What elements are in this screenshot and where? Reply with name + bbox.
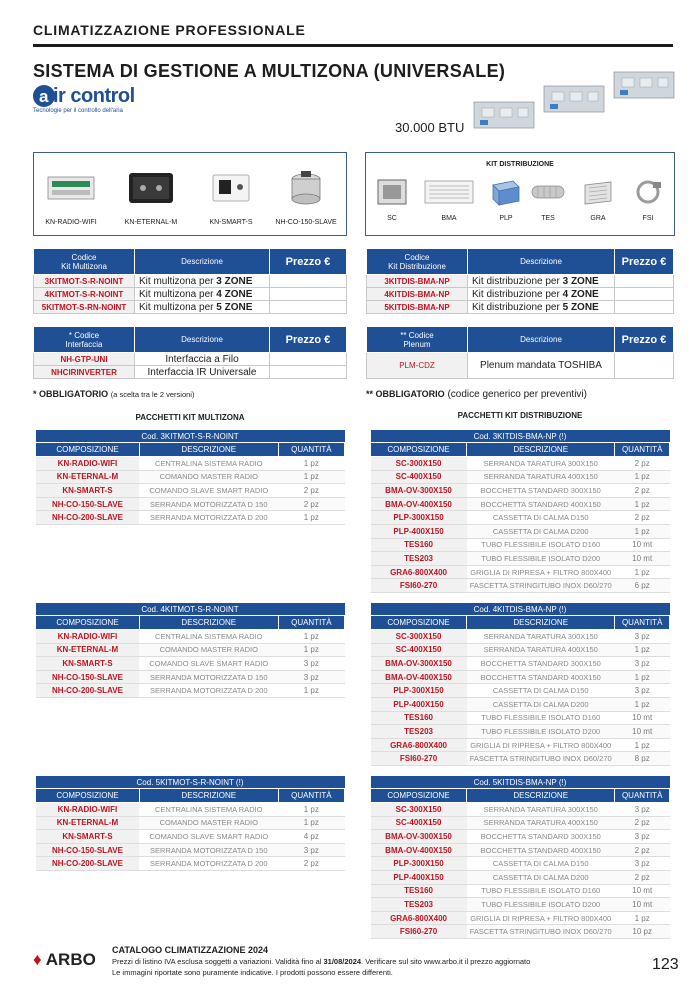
page-number: 123: [652, 956, 679, 973]
table-row: 4KITMOT-S-R-NOINT Kit multizona per 4 ZONE: [34, 288, 347, 301]
component-code: FSI60-270: [371, 579, 467, 593]
component-quantity: 10 mt: [615, 898, 670, 912]
component-code: NH-CO-200-SLAVE: [36, 511, 140, 525]
component-code: KN-RADIO-WIFI: [36, 457, 140, 471]
component-quantity: 1 pz: [278, 803, 344, 817]
component-description: FASCETTA STRINGITUBO INOX D60/270: [467, 579, 615, 593]
component-code: KN-SMART-S: [36, 657, 140, 671]
component-quantity: 1 pz: [615, 470, 670, 484]
component-description: BOCCHETTA STANDARD 400X150: [467, 843, 615, 857]
arbo-logo: ♦ ARBO: [33, 950, 96, 969]
component-description: CASSETTA DI CALMA D200: [467, 524, 615, 538]
component-description: SERRANDA TARATURA 300X150: [467, 630, 615, 644]
component-code: KN-ETERNAL-M: [36, 816, 140, 830]
product-nh-co-150-slave: [270, 171, 342, 231]
col-price: Prezzo €: [270, 249, 347, 275]
table-row: PLM-CDZ Plenum mandata TOSHIBA: [367, 353, 674, 379]
col-qty: QUANTITÀ: [615, 443, 670, 457]
table-row: [36, 830, 345, 844]
component-quantity: 10 pz: [615, 925, 670, 939]
motorized-damper-icon: [286, 171, 326, 207]
product-kn-smart-s: [196, 171, 266, 231]
component-quantity: 10 mt: [615, 884, 670, 898]
table-row: [371, 711, 670, 725]
component-description: SERRANDA TARATURA 300X150: [467, 803, 615, 817]
pack-multizona-heading: PACCHETTI KIT MULTIZONA: [135, 413, 245, 422]
table-row: 3KITDIS-BMA-NP Kit distribuzione per 3 ZONE: [367, 275, 674, 288]
table-row: [36, 803, 345, 817]
component-quantity: 1 pz: [615, 643, 670, 657]
col-desc: Descrizione: [135, 327, 270, 353]
component-code: BMA-OV-300X150: [371, 830, 467, 844]
table-row: [371, 697, 670, 711]
component-code: TES160: [371, 884, 467, 898]
component-description: GRIGLIA DI RIPRESA + FILTRO 800X400: [467, 565, 615, 579]
table-row: [36, 670, 345, 684]
component-quantity: 3 pz: [278, 657, 344, 671]
kit-item-label: TES: [541, 215, 555, 222]
component-description: SERRANDA TARATURA 400X150: [467, 816, 615, 830]
table-row: [371, 725, 670, 739]
component-description: CENTRALINA SISTEMA RADIO: [139, 803, 278, 817]
component-quantity: 1 pz: [278, 511, 344, 525]
table-row: [371, 511, 670, 525]
col-price: Prezzo €: [615, 249, 674, 275]
clamp-icon: [631, 177, 665, 207]
component-quantity: 10 mt: [615, 552, 670, 566]
component-description: BOCCHETTA STANDARD 400X150: [467, 670, 615, 684]
component-quantity: 3 pz: [278, 670, 344, 684]
component-quantity: 2 pz: [615, 511, 670, 525]
component-code: TES203: [371, 552, 467, 566]
component-code: GRA6-800X400: [371, 565, 467, 579]
component-description: TUBO FLESSIBILE ISOLATO D200: [467, 898, 615, 912]
component-quantity: 10 mt: [615, 711, 670, 725]
component-description: GRIGLIA DI RIPRESA + FILTRO 800X400: [467, 738, 615, 752]
component-quantity: 2 pz: [615, 484, 670, 498]
table-row: [36, 497, 345, 511]
table-row: [371, 643, 670, 657]
damper-icon: [375, 177, 409, 207]
component-description: BOCCHETTA STANDARD 400X150: [467, 497, 615, 511]
component-description: CENTRALINA SISTEMA RADIO: [139, 457, 278, 471]
component-code: BMA-OV-400X150: [371, 670, 467, 684]
multizona-package-table: [35, 776, 345, 871]
col-qty: QUANTITÀ: [278, 443, 344, 457]
component-quantity: 1 pz: [278, 816, 344, 830]
table-row: [36, 457, 345, 471]
table-row: [36, 857, 345, 871]
table-row: 5KITMOT-S-RN-NOINT Kit multizona per 5 ZONE: [34, 301, 347, 314]
return-grille-icon: [581, 177, 615, 207]
col-code: Codice Kit Multizona: [34, 249, 135, 275]
component-quantity: 1 pz: [278, 470, 344, 484]
component-quantity: 1 pz: [615, 497, 670, 511]
component-description: GRIGLIA DI RIPRESA + FILTRO 800X400: [467, 911, 615, 925]
table-row: [371, 565, 670, 579]
component-code: NH-CO-150-SLAVE: [36, 497, 140, 511]
logo-tagline: Tecnologie per il controllo dell'aria: [33, 108, 123, 114]
component-description: SERRANDA MOTORIZZATA D 150: [139, 497, 278, 511]
component-code: SC-400X150: [371, 816, 467, 830]
component-code: BMA-OV-400X150: [371, 497, 467, 511]
component-code: BMA-OV-400X150: [371, 843, 467, 857]
table-row: [371, 738, 670, 752]
package-caption: Cod. 4KITMOT-S-R-NOINT: [36, 603, 345, 616]
table-row: 5KITDIS-BMA-NP Kit distribuzione per 5 ZONE: [367, 301, 674, 314]
flex-duct-icon: [528, 177, 568, 207]
aircontrol-logo: [33, 85, 153, 119]
table-row: [371, 925, 670, 939]
component-code: KN-ETERNAL-M: [36, 643, 140, 657]
component-quantity: 2 pz: [278, 497, 344, 511]
component-quantity: 3 pz: [615, 857, 670, 871]
multizona-package-table: [35, 430, 345, 525]
table-row: [371, 870, 670, 884]
table-row: [371, 484, 670, 498]
component-description: TUBO FLESSIBILE ISOLATO D160: [467, 538, 615, 552]
component-quantity: 6 pz: [615, 579, 670, 593]
table-row: [371, 803, 670, 817]
package-caption: Cod. 3KITMOT-S-R-NOINT: [36, 430, 345, 443]
kit-item-gra: [576, 177, 620, 231]
component-description: SERRANDA MOTORIZZATA D 200: [139, 511, 278, 525]
kit-item-label: PLP: [499, 215, 513, 222]
interfaccia-price-table: [33, 326, 347, 379]
kit-box-title: KIT DISTRIBUZIONE: [486, 161, 554, 168]
table-row: [371, 657, 670, 671]
table-row: [36, 643, 345, 657]
table-row: [371, 830, 670, 844]
component-code: NH-CO-150-SLAVE: [36, 843, 140, 857]
component-quantity: 1 pz: [278, 457, 344, 471]
products-box: [33, 152, 347, 236]
component-quantity: 1 pz: [615, 565, 670, 579]
col-desc: DESCRIZIONE: [467, 789, 615, 803]
component-quantity: 1 pz: [615, 670, 670, 684]
wall-control-icon: [207, 171, 255, 205]
component-code: NH-CO-200-SLAVE: [36, 684, 140, 698]
component-description: TUBO FLESSIBILE ISOLATO D160: [467, 711, 615, 725]
component-description: SERRANDA MOTORIZZATA D 200: [139, 857, 278, 871]
component-description: TUBO FLESSIBILE ISOLATO D160: [467, 884, 615, 898]
touch-panel-icon: [127, 171, 175, 205]
component-code: PLP-300X150: [371, 857, 467, 871]
component-description: COMANDO MASTER RADIO: [139, 816, 278, 830]
component-code: KN-RADIO-WIFI: [36, 803, 140, 817]
component-code: FSI60-270: [371, 925, 467, 939]
product-label: NH-CO-150-SLAVE: [275, 219, 337, 226]
kit-item-bma: [418, 177, 480, 231]
component-description: CASSETTA DI CALMA D150: [467, 511, 615, 525]
col-comp: COMPOSIZIONE: [36, 443, 140, 457]
col-comp: COMPOSIZIONE: [36, 789, 140, 803]
component-quantity: 3 pz: [615, 657, 670, 671]
col-desc: DESCRIZIONE: [467, 616, 615, 630]
component-quantity: 1 pz: [278, 684, 344, 698]
col-code: ** Codice Plenum: [367, 327, 468, 353]
product-kn-eternal-m: [116, 171, 186, 231]
col-comp: COMPOSIZIONE: [371, 789, 467, 803]
table-row: [371, 579, 670, 593]
kit-item-plp: [484, 177, 528, 231]
component-code: PLP-400X150: [371, 697, 467, 711]
page-title: SISTEMA DI GESTIONE A MULTIZONA (UNIVERSALE): [33, 61, 506, 81]
component-code: KN-SMART-S: [36, 830, 140, 844]
component-code: GRA6-800X400: [371, 738, 467, 752]
component-description: COMANDO SLAVE SMART RADIO: [139, 830, 278, 844]
col-comp: COMPOSIZIONE: [36, 616, 140, 630]
component-description: CENTRALINA SISTEMA RADIO: [139, 630, 278, 644]
plenum-note: ** OBBLIGATORIO (codice generico per preventivi): [366, 389, 587, 400]
table-row: [36, 484, 345, 498]
pack-distribuzione-heading: PACCHETTI KIT DISTRIBUZIONE: [457, 411, 583, 420]
component-quantity: 10 mt: [615, 538, 670, 552]
table-row: 3KITMOT-S-R-NOINT Kit multizona per 3 ZONE: [34, 275, 347, 288]
product-label: KN-ETERNAL-M: [124, 219, 178, 226]
capacity-label: 30.000 BTU: [395, 120, 465, 135]
component-code: PLP-300X150: [371, 511, 467, 525]
distribuzione-price-table: [366, 248, 674, 314]
catalog-title: CATALOGO CLIMATIZZAZIONE 2024: [112, 945, 269, 955]
col-desc: DESCRIZIONE: [139, 789, 278, 803]
flame-icon: ♦: [33, 950, 46, 969]
component-description: COMANDO MASTER RADIO: [139, 643, 278, 657]
table-row: [371, 911, 670, 925]
col-desc: Descrizione: [468, 327, 615, 353]
table-row: [371, 538, 670, 552]
kit-item-sc: [370, 177, 414, 231]
kit-item-label: FSI: [642, 215, 654, 222]
table-row: [371, 884, 670, 898]
component-description: SERRANDA TARATURA 400X150: [467, 643, 615, 657]
component-code: SC-400X150: [371, 470, 467, 484]
interfaccia-note: * OBBLIGATORIO (a scelta tra le 2 versioni): [33, 389, 195, 399]
table-row: [371, 497, 670, 511]
component-code: PLP-400X150: [371, 524, 467, 538]
distribuzione-package-table: [370, 776, 670, 939]
logo-name: ir control: [53, 85, 135, 107]
component-description: COMANDO SLAVE SMART RADIO: [139, 484, 278, 498]
table-row: NHCIRINVERTER Interfaccia IR Universale: [34, 366, 347, 379]
distribuzione-package-table: [370, 603, 670, 766]
component-code: NH-CO-200-SLAVE: [36, 857, 140, 871]
component-quantity: 1 pz: [278, 630, 344, 644]
multizona-package-table: [35, 603, 345, 698]
component-description: FASCETTA STRINGITUBO INOX D60/270: [467, 752, 615, 766]
product-label: KN-SMART-S: [209, 219, 253, 226]
component-description: SERRANDA MOTORIZZATA D 150: [139, 843, 278, 857]
table-row: [371, 752, 670, 766]
component-code: TES160: [371, 711, 467, 725]
component-description: SERRANDA MOTORIZZATA D 200: [139, 684, 278, 698]
distribuzione-package-table: [370, 430, 670, 593]
component-quantity: 10 mt: [615, 725, 670, 739]
component-code: FSI60-270: [371, 752, 467, 766]
multizona-price-table: [33, 248, 347, 314]
header-rule: [33, 44, 673, 47]
col-qty: QUANTITÀ: [615, 616, 670, 630]
component-code: PLP-400X150: [371, 870, 467, 884]
component-code: TES203: [371, 725, 467, 739]
product-label: KN-RADIO-WIFI: [45, 219, 97, 226]
component-quantity: 1 pz: [278, 643, 344, 657]
component-description: CASSETTA DI CALMA D200: [467, 870, 615, 884]
component-code: GRA6-800X400: [371, 911, 467, 925]
kit-item-label: GRA: [590, 215, 606, 222]
component-description: BOCCHETTA STANDARD 300X150: [467, 657, 615, 671]
package-caption: Cod. 3KITDIS-BMA-NP (!): [371, 430, 670, 443]
component-quantity: 2 pz: [615, 870, 670, 884]
product-kn-radio-wifi: [38, 171, 104, 231]
component-code: TES160: [371, 538, 467, 552]
component-description: SERRANDA MOTORIZZATA D 150: [139, 670, 278, 684]
table-row: [36, 816, 345, 830]
kit-item-label: BMA: [441, 215, 457, 222]
package-caption: Cod. 5KITMOT-S-R-NOINT (!): [36, 776, 345, 789]
image-disclaimer: Le immagini riportate sono puramente indicative. I prodotti possono essere differenti.: [112, 968, 393, 977]
plenum-price-table: [366, 326, 674, 379]
component-code: SC-400X150: [371, 643, 467, 657]
table-row: 4KITDIS-BMA-NP Kit distribuzione per 4 ZONE: [367, 288, 674, 301]
col-desc: DESCRIZIONE: [139, 443, 278, 457]
table-row: [371, 670, 670, 684]
table-row: [36, 684, 345, 698]
col-qty: QUANTITÀ: [278, 789, 344, 803]
plenum-icon: [489, 177, 523, 207]
component-quantity: 1 pz: [615, 738, 670, 752]
component-description: SERRANDA TARATURA 300X150: [467, 457, 615, 471]
col-price: Prezzo €: [615, 327, 674, 353]
col-desc: DESCRIZIONE: [467, 443, 615, 457]
table-row: [371, 857, 670, 871]
component-quantity: 1 pz: [615, 697, 670, 711]
table-row: [371, 898, 670, 912]
table-row: [371, 457, 670, 471]
component-quantity: 3 pz: [615, 830, 670, 844]
table-row: [36, 630, 345, 644]
component-code: KN-SMART-S: [36, 484, 140, 498]
grille-icon: [423, 177, 475, 207]
component-quantity: 8 pz: [615, 752, 670, 766]
col-code: Codice Kit Distribuzione: [367, 249, 468, 275]
component-quantity: 1 pz: [615, 524, 670, 538]
component-description: COMANDO MASTER RADIO: [139, 470, 278, 484]
component-description: BOCCHETTA STANDARD 300X150: [467, 484, 615, 498]
kit-distribuzione-box: [365, 152, 675, 236]
col-comp: COMPOSIZIONE: [371, 616, 467, 630]
component-description: CASSETTA DI CALMA D150: [467, 857, 615, 871]
component-description: TUBO FLESSIBILE ISOLATO D200: [467, 552, 615, 566]
component-quantity: 3 pz: [278, 843, 344, 857]
component-quantity: 1 pz: [615, 911, 670, 925]
table-row: NH-GTP-UNI Interfaccia a Filo: [34, 353, 347, 366]
table-row: [371, 524, 670, 538]
price-disclaimer: Prezzi di listino IVA esclusa soggetti a variazioni. Validità fino al 31/08/2024. Verificare sul sito www.arbo.it il prezzo aggiornato: [112, 957, 531, 966]
component-description: CASSETTA DI CALMA D150: [467, 684, 615, 698]
component-quantity: 3 pz: [615, 630, 670, 644]
section-title: CLIMATIZZAZIONE PROFESSIONALE: [33, 22, 306, 38]
logo-mark: a: [39, 87, 49, 106]
table-row: [371, 470, 670, 484]
col-comp: COMPOSIZIONE: [371, 443, 467, 457]
component-code: SC-300X150: [371, 630, 467, 644]
component-quantity: 2 pz: [615, 457, 670, 471]
component-code: KN-RADIO-WIFI: [36, 630, 140, 644]
kit-item-tes: [526, 177, 570, 231]
component-description: COMANDO SLAVE SMART RADIO: [139, 657, 278, 671]
component-description: TUBO FLESSIBILE ISOLATO D200: [467, 725, 615, 739]
component-code: KN-ETERNAL-M: [36, 470, 140, 484]
component-quantity: 4 pz: [278, 830, 344, 844]
kit-item-fsi: [626, 177, 670, 231]
component-quantity: 3 pz: [615, 803, 670, 817]
component-description: BOCCHETTA STANDARD 300X150: [467, 830, 615, 844]
table-row: [36, 511, 345, 525]
table-row: [371, 816, 670, 830]
component-quantity: 3 pz: [615, 684, 670, 698]
package-caption: Cod. 4KITDIS-BMA-NP (!): [371, 603, 670, 616]
component-quantity: 2 pz: [615, 843, 670, 857]
col-price: Prezzo €: [270, 327, 347, 353]
component-code: BMA-OV-300X150: [371, 657, 467, 671]
table-row: [371, 684, 670, 698]
col-desc: Descrizione: [135, 249, 270, 275]
table-row: [371, 552, 670, 566]
component-code: SC-300X150: [371, 457, 467, 471]
col-qty: QUANTITÀ: [278, 616, 344, 630]
table-row: [36, 843, 345, 857]
component-quantity: 2 pz: [278, 857, 344, 871]
multizone-system-illustration: [470, 68, 680, 143]
component-description: CASSETTA DI CALMA D200: [467, 697, 615, 711]
component-quantity: 2 pz: [615, 816, 670, 830]
table-row: [36, 470, 345, 484]
component-description: SERRANDA TARATURA 400X150: [467, 470, 615, 484]
table-row: [371, 843, 670, 857]
component-code: NH-CO-150-SLAVE: [36, 670, 140, 684]
table-row: [371, 630, 670, 644]
col-code: * Codice Interfaccia: [34, 327, 135, 353]
component-code: PLP-300X150: [371, 684, 467, 698]
kit-item-label: SC: [387, 215, 397, 222]
component-description: FASCETTA STRINGITUBO INOX D60/270: [467, 925, 615, 939]
component-quantity: 2 pz: [278, 484, 344, 498]
din-module-icon: [46, 171, 96, 205]
col-qty: QUANTITÀ: [615, 789, 670, 803]
table-row: [36, 657, 345, 671]
col-desc: Descrizione: [468, 249, 615, 275]
component-code: SC-300X150: [371, 803, 467, 817]
package-caption: Cod. 5KITDIS-BMA-NP (!): [371, 776, 670, 789]
component-code: BMA-OV-300X150: [371, 484, 467, 498]
component-code: TES203: [371, 898, 467, 912]
col-desc: DESCRIZIONE: [139, 616, 278, 630]
